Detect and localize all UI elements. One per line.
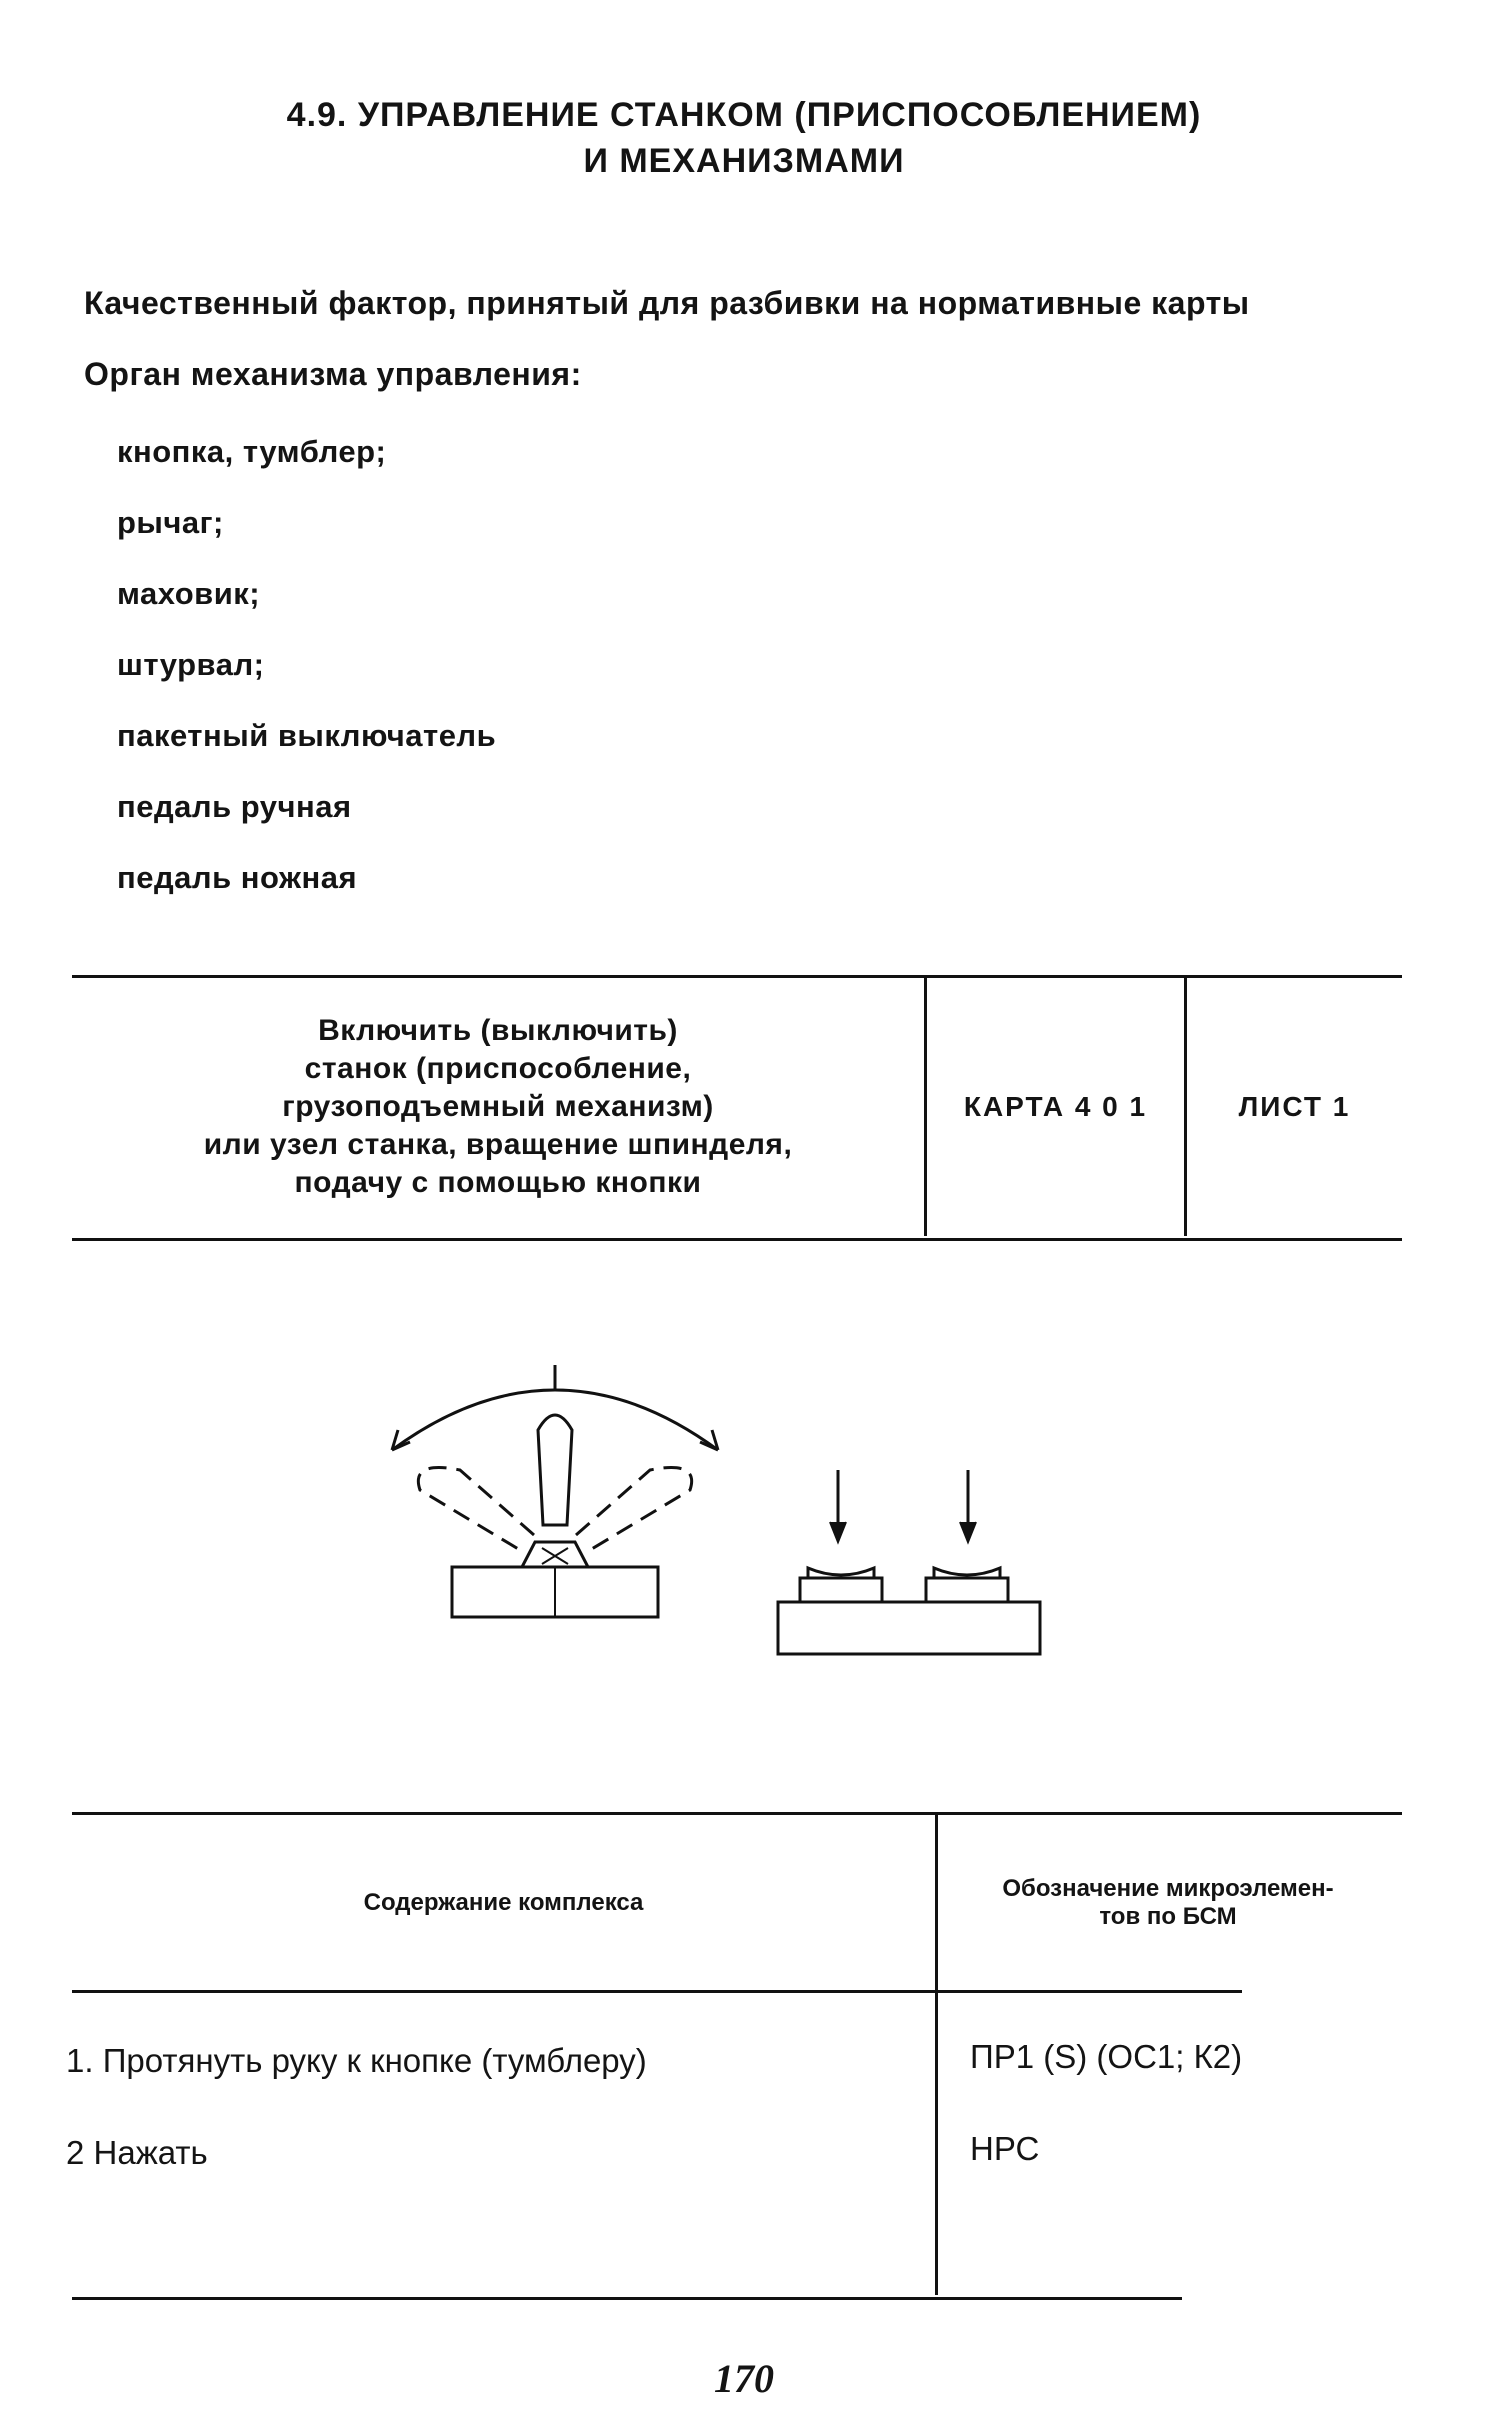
- section-title-line1: 4.9. УПРАВЛЕНИЕ СТАНКОМ (ПРИСПОСОБЛЕНИЕМ): [286, 96, 1202, 134]
- table-row-code: НРС: [970, 2130, 1040, 2167]
- table-row-content: 2 Нажать: [66, 2134, 208, 2171]
- quality-factor-text: Качественный фактор, принятый для разбивки на нормативные карты: [84, 285, 1250, 321]
- organ-item: штурвал;: [117, 647, 265, 682]
- table-header-rule: [72, 1990, 1242, 1993]
- card-description: Включить (выключить) станок (приспособление, грузоподъемный механизм) или узел станка, вращение шпинделя, подачу с помощью кнопки: [203, 1014, 793, 1199]
- organ-item: маховик;: [117, 576, 261, 611]
- column-header-codes: Обозначение микроэлемен- тов по БСМ: [1002, 1874, 1334, 1930]
- organ-item: педаль ножная: [117, 860, 358, 895]
- push-buttons-icon: [770, 1460, 1050, 1670]
- control-organ-label: Орган механизма управления:: [84, 356, 582, 392]
- column-header-content: Содержание комплекса: [363, 1888, 644, 1916]
- card-bottom-rule: [72, 1238, 1402, 1241]
- table-row-content: 1. Протянуть руку к кнопке (тумблеру): [66, 2042, 647, 2079]
- toggle-switch-lever-icon: [370, 1360, 740, 1670]
- organ-item: рычаг;: [117, 505, 224, 540]
- organ-item: кнопка, тумблер;: [117, 434, 387, 469]
- section-title-line2: И МЕХАНИЗМАМИ: [583, 142, 905, 180]
- card-number: КАРТА 4 0 1: [963, 1091, 1148, 1122]
- sheet-number: ЛИСТ 1: [1238, 1091, 1351, 1122]
- organ-item: пакетный выключатель: [117, 718, 497, 753]
- page-number: 170: [714, 2356, 774, 2401]
- table-bottom-rule: [72, 2297, 1182, 2300]
- table-row-code: ПР1 (S) (ОС1; К2): [970, 2038, 1243, 2075]
- organ-item: педаль ручная: [117, 789, 352, 824]
